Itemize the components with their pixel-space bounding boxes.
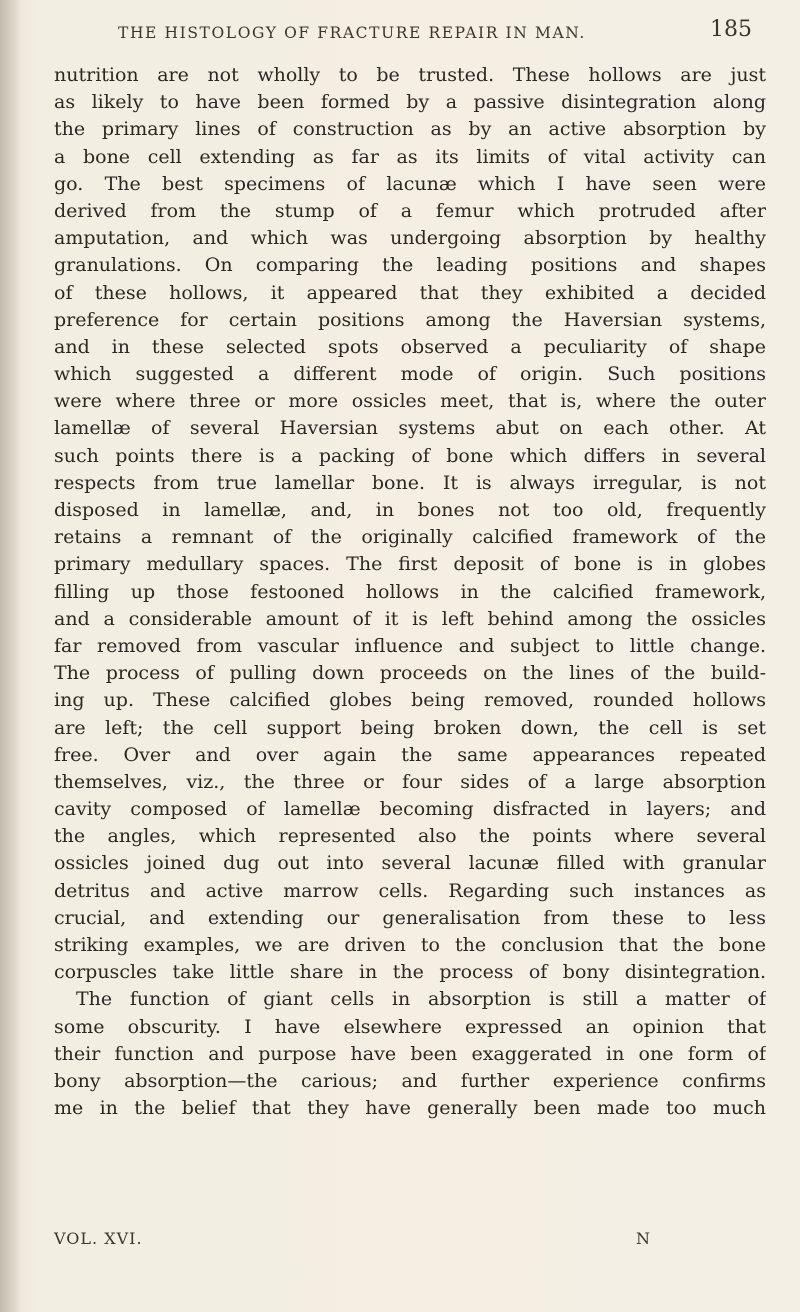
text-line: themselves, viz., the three or four sides of a large absorption — [54, 770, 766, 793]
text-line: and a considerable amount of it is left behind among the ossicles — [54, 607, 766, 630]
text-line: were where three or more ossicles meet, that is, where the outer — [54, 390, 766, 413]
text-line: The process of pulling down proceeds on the lines of the build- — [54, 662, 766, 685]
text-line: ing up. These calcified globes being removed, rounded hollows — [54, 689, 766, 712]
text-line: derived from the stump of a femur which protruded after — [54, 199, 766, 222]
text-line: the angles, which represented also the points where several — [54, 825, 766, 848]
text-line: which suggested a different mode of origin. Such positions — [54, 363, 766, 386]
text-line: their function and purpose have been exaggerated in one form of — [54, 1042, 766, 1065]
paragraph-first-line: The function of giant cells in absorption is still a matter of — [76, 988, 766, 1011]
binding-shadow — [0, 0, 22, 1312]
text-line: a bone cell extending as far as its limits of vital activity can — [54, 145, 766, 168]
text-line: go. The best specimens of lacunæ which I have seen were — [54, 172, 766, 195]
running-head: THE HISTOLOGY OF FRACTURE REPAIR IN MAN. — [118, 24, 586, 42]
text-line: of these hollows, it appeared that they exhibited a decided — [54, 281, 766, 304]
text-line: amputation, and which was undergoing absorption by healthy — [54, 227, 766, 250]
text-line: respects from true lamellar bone. It is always irregular, is not — [54, 471, 766, 494]
body-text — [54, 62, 766, 1122]
text-line: crucial, and extending our generalisation from these to less — [54, 906, 766, 929]
text-line: some obscurity. I have elsewhere expressed an opinion that — [54, 1015, 766, 1038]
text-line: disposed in lamellæ, and, in bones not too old, frequently — [54, 499, 766, 521]
text-line: preference for certain positions among the Haversian systems, — [54, 308, 766, 331]
text-line: lamellæ of several Haversian systems abut on each other. At — [54, 417, 766, 440]
page-footer — [54, 1229, 650, 1253]
text-line: corpuscles take little share in the process of bony disintegration. — [54, 961, 766, 984]
text-line: the primary lines of construction as by an active absorption by — [54, 118, 766, 141]
text-line: nutrition are not wholly to be trusted. These hollows are just — [54, 64, 766, 86]
text-line: and in these selected spots observed a peculiarity of shape — [54, 335, 766, 358]
text-line: striking examples, we are driven to the conclusion that the bone — [54, 934, 766, 956]
page-number: 185 — [710, 17, 752, 42]
text-line: ossicles joined dug out into several lacunæ filled with granular — [54, 852, 766, 875]
text-line: bony absorption—the carious; and further experience confirms — [54, 1069, 766, 1092]
text-line: retains a remnant of the originally calcified framework of the — [54, 526, 766, 549]
text-line: cavity composed of lamellæ becoming disfracted in layers; and — [54, 798, 766, 821]
page-header — [92, 14, 752, 48]
text-line: me in the belief that they have generally been made too much — [54, 1097, 766, 1120]
text-line: free. Over and over again the same appearances repeated — [54, 743, 766, 766]
text-line: such points there is a packing of bone which differs in several — [54, 444, 766, 467]
text-line: filling up those festooned hollows in the calcified framework, — [54, 580, 766, 603]
text-line: are left; the cell support being broken down, the cell is set — [54, 716, 766, 739]
text-line: as likely to have been formed by a passive disintegration along — [54, 91, 766, 114]
volume-mark: VOL. XVI. — [54, 1229, 143, 1248]
text-line: granulations. On comparing the leading positions and shapes — [54, 254, 766, 277]
text-line: far removed from vascular influence and subject to little change. — [54, 634, 766, 657]
text-line: detritus and active marrow cells. Regarding such instances as — [54, 879, 766, 902]
text-line: primary medullary spaces. The first deposit of bone is in globes — [54, 553, 766, 576]
signature-letter: N — [636, 1229, 650, 1248]
